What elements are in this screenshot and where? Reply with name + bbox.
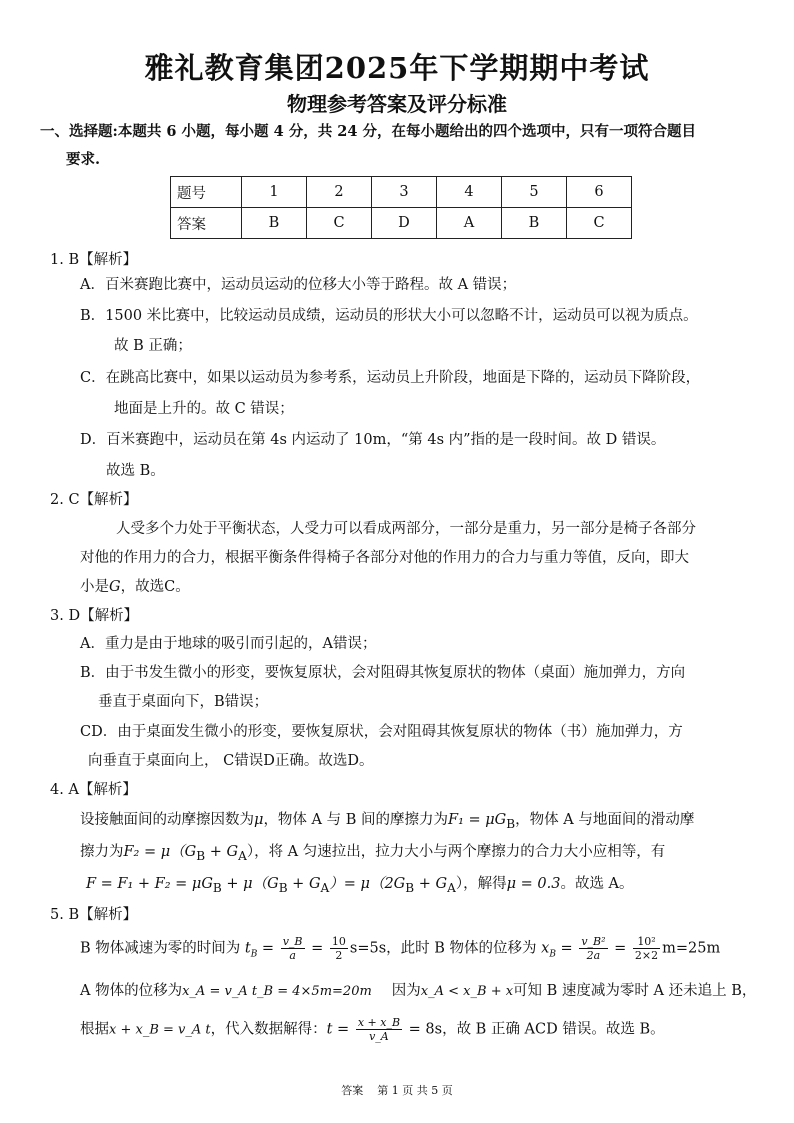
q5-line1 [80,935,720,962]
page-title: 雅礼教育集团2025年下学期期中考试 [144,51,650,85]
q4-text: 设接触面间的动摩擦因数为 [80,812,254,828]
q2-symbol-g: G [109,579,121,595]
q5-result: = 8s [404,1021,443,1038]
q4-sub: A [447,880,456,895]
q4-sub: B [405,880,415,895]
q5-eq: = [306,940,328,957]
q4-sub: B [278,880,288,895]
q4-formula-f2: F₂ = μ（G [123,844,197,860]
q5-formula: x + x_B = v_A t [109,1022,211,1038]
page-subtitle: 物理参考答案及评分标准 [287,92,507,116]
q4-text: ，将 A 匀速拉出，拉力大小与两个摩擦力的合力大小应相等，有 [254,844,666,860]
q4-line1 [80,808,694,831]
q5-eq: = [609,940,631,957]
q5-frac-num: x + x_B [357,1016,401,1029]
q3-option-b-line2: 垂直于桌面向下，B错误； [98,694,269,710]
table-cell: 1 [242,177,307,208]
q1-option-d: D．百米赛跑中，运动员在第 4s 内运动了 10m，“第 4s 内”指的是一段时间。故 D 错误。 [80,432,666,448]
q5-frac-den: 2a [586,949,601,962]
q5-frac-den: 2 [335,949,343,962]
q5-fraction [633,935,660,962]
q4-text: ，解得 [463,876,507,892]
q5-symbol-t: t [244,940,251,957]
q3-option-cd-line1: CD．由于桌面发生微小的形变，要恢复原状，会对阻碍其恢复原状的物体（书）施加弹力，方 [80,724,683,740]
q4-result: μ = 0.3 [506,876,561,892]
q1-conclusion: 故选 B。 [106,463,165,479]
table-cell: 4 [437,177,502,208]
table-cell: 5 [502,177,567,208]
q5-sub: B [250,949,258,960]
q5-line2 [80,979,756,1000]
table-cell-label: 题号 [171,177,242,208]
q5-frac-num: v_B² [581,935,606,948]
q4-sub: B [196,848,206,863]
q2-heading: 2. C【解析】 [50,492,138,508]
q5-text: B 物体减速为零的时间为 [80,940,241,957]
q4-sub: A [238,848,247,863]
table-cell: 2 [307,177,372,208]
page-footer: 答案 第 1 页 共 5 页 [341,1084,453,1097]
q4-formula: + G [287,876,321,892]
q4-sub: A [320,880,330,895]
q1-option-c-line1: C．在跳高比赛中，如果以运动员为参考系，运动员上升阶段，地面是下降的，运动员下降阶段， [80,370,701,386]
table-cell: B [502,208,567,239]
q5-frac-num: v_B [282,935,303,948]
table-row-numbers [171,177,632,208]
q1-option-b-line2: 故 B 正确； [114,338,192,354]
table-cell: D [372,208,437,239]
q2-line1: 人受多个力处于平衡状态，人受力可以看成两部分，一部分是重力，另一部分是椅子各部分 [116,521,696,537]
table-cell: 6 [567,177,632,208]
q1-option-b-line1: B．1500 米比赛中，比较运动员成绩，运动员的形状大小可以忽略不计，运动员可以视为质点。 [80,308,698,324]
q5-result: m=25m [662,940,721,957]
q5-line3 [80,1016,665,1043]
q5-formula: t = [326,1021,354,1038]
q5-formula: x_A = v_A t_B = 4×5m=20m [182,984,372,999]
q5-text: 可知 B 速度减为零时 A 还未追上 B， [513,983,757,999]
q3-option-a: A．重力是由于地球的吸引而引起的，A错误； [80,636,377,652]
q3-heading: 3. D【解析】 [50,608,139,624]
table-row-answers [171,208,632,239]
q4-text: 擦力为 [80,844,124,860]
q1-heading: 1. B【解析】 [50,252,138,268]
q4-formula: + μ（G [221,876,279,892]
q4-formula-f1: F₁ = μG [448,812,507,828]
q5-sub: B [549,949,556,960]
table-cell: C [307,208,372,239]
q4-sub: B [212,880,222,895]
q4-text: ，物体 A 与 B 间的摩擦力为 [263,812,449,828]
q2-line2: 对他的作用力的合力，根据平衡条件得椅子各部分对他的作用力的合力与重力等值，反向，即大 [80,550,689,566]
q5-text: A 物体的位移为 [80,983,183,999]
q4-heading: 4. A【解析】 [50,782,137,798]
q5-frac-num: 10 [331,935,346,948]
q4-formula: ） [455,876,464,892]
q5-fraction [330,935,348,962]
table-cell-label: 答案 [171,208,242,239]
q5-text: 根据 [80,1021,109,1038]
q5-fraction [579,935,607,962]
q4-formula: F = F₁ + F₂ = μG [86,876,213,892]
q5-text: ，此时 B 物体的位移为 [386,940,537,957]
q2-line3 [80,575,190,596]
section-1-intro [40,118,696,174]
q4-line3 [86,872,634,895]
q4-text: ，物体 A 与地面间的滑动摩 [515,812,695,828]
q2-line3-text: 小是 [80,579,109,595]
q5-symbol-x: x [541,940,550,957]
q5-heading: 5. B【解析】 [50,907,138,923]
table-cell: A [437,208,502,239]
q5-eq: = [555,940,578,957]
q3-option-b-line1: B．由于书发生微小的形变，要恢复原状，会对阻碍其恢复原状的物体（桌面）施加弹力，方向 [80,665,686,681]
q4-formula: ）= μ（2G [329,876,406,892]
table-cell: C [567,208,632,239]
q5-eq: = [257,940,279,957]
q5-result: s=5s [349,940,387,957]
section-1-intro-line2: 要求. [66,151,101,168]
q5-frac-den: 2×2 [634,949,659,962]
table-cell: B [242,208,307,239]
q4-formula-part: ） [246,844,255,860]
answer-table [170,176,632,239]
section-1-intro-line1: 一、选择题:本题共 6 小题，每小题 4 分，共 24 分，在每小题给出的四个选项中，只有一项符合题目 [40,123,696,140]
q4-formula-part: + G [205,844,239,860]
q5-frac-num: 10² [633,935,660,949]
q1-option-a: A．百米赛跑比赛中，运动员运动的位移大小等于路程。故 A 错误； [80,277,517,293]
q5-frac-den: a [289,949,296,962]
q3-option-cd-line2: 向垂直于桌面向上， C错误D正确。故选D。 [88,753,374,769]
q4-line2 [80,840,665,863]
q5-fraction [356,1016,402,1043]
table-cell: 3 [372,177,437,208]
q4-sub: B [506,816,516,831]
q5-text: ，故 B 正确 ACD 错误。故选 B。 [442,1021,665,1038]
q1-option-c-line2: 地面是上升的。故 C 错误； [114,401,294,417]
q5-text: ，代入数据解得： [210,1021,327,1038]
q4-formula: + G [414,876,448,892]
q5-frac-den: v_A [369,1030,389,1043]
q5-formula: x_A < x_B + x [420,984,514,999]
q5-text: 因为 [391,983,421,999]
q4-symbol-mu: μ [254,812,264,828]
q2-line3-end: ，故选C。 [120,579,190,595]
q4-text: 。故选 A。 [560,876,634,892]
q5-fraction [281,935,305,962]
